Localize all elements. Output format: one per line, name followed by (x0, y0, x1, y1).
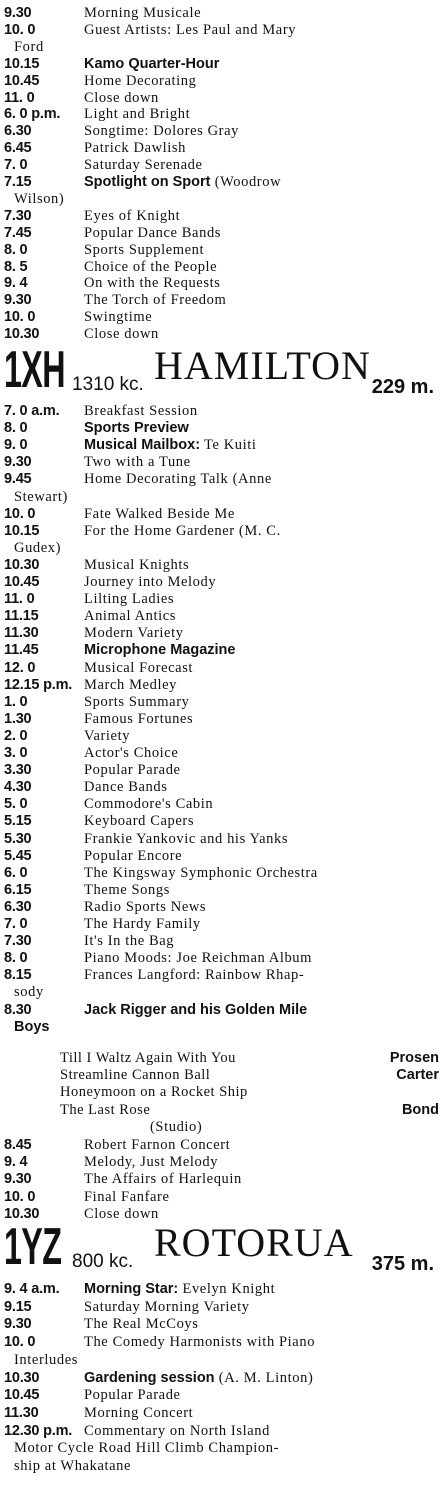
programme-text: Close down (84, 326, 159, 343)
time-label: 10. 0 (4, 1334, 36, 1351)
programme-title (84, 830, 439, 848)
time-label: 9.30 (4, 1171, 32, 1188)
schedule-row (4, 308, 439, 326)
schedule-row (4, 590, 439, 608)
programme-title (84, 761, 439, 779)
time-label: 5.15 (4, 813, 32, 830)
programme-title (84, 1001, 439, 1019)
time-label: 10. 0 (4, 21, 36, 38)
programme-title-bold: Jack Rigger and his Golden Mile (84, 1001, 308, 1018)
schedule-row (4, 761, 439, 779)
time-label: 7.30 (4, 207, 32, 224)
schedule-row (4, 1136, 439, 1154)
programme-title (84, 1170, 439, 1188)
programme-title (84, 1153, 439, 1171)
schedule-row (4, 915, 439, 933)
programme-title-bold: Microphone Magazine (84, 642, 236, 659)
programme-title (84, 1280, 439, 1298)
schedule-row (4, 795, 439, 813)
time-label: 10. 0 (4, 309, 36, 326)
programme-title (84, 966, 439, 984)
song-row (60, 1066, 439, 1084)
schedule-row (4, 949, 439, 967)
schedule-row (4, 156, 439, 174)
programme-title (84, 795, 439, 813)
programme-title (84, 1333, 439, 1351)
schedule-row (4, 881, 439, 899)
programme-text: Breakfast Session (84, 403, 198, 419)
song-title: The Last Rose (60, 1101, 151, 1118)
programme-text: Actor's Choice (84, 745, 179, 761)
schedule-row (4, 105, 439, 123)
programme-text: Variety (84, 727, 131, 744)
schedule-row (4, 1188, 439, 1206)
programme-text: Theme Songs (84, 881, 170, 898)
programme-text: Home Decorating (84, 72, 197, 89)
song-row (60, 1049, 439, 1067)
song-title: Streamline Cannon Ball (60, 1067, 211, 1084)
programme-text: On with the Requests (84, 275, 221, 292)
time-label: 9. 4 a.m. (4, 1281, 60, 1297)
programme-title (84, 72, 439, 90)
programme-title (84, 1315, 439, 1333)
programme-title (84, 812, 439, 830)
programme-title (84, 590, 439, 608)
schedule-row (4, 139, 439, 157)
schedule-row (4, 274, 439, 292)
programme-title (84, 522, 439, 540)
programme-text: Close down (84, 1205, 159, 1222)
time-label: 1. 0 (4, 693, 28, 710)
schedule-row (4, 847, 439, 865)
time-label: 10.30 (4, 1205, 40, 1222)
schedule-row (4, 325, 439, 343)
programme-title (84, 693, 439, 711)
station-callsign: 1XH (4, 341, 65, 399)
time-label: 8.45 (4, 1137, 32, 1153)
schedule-row (4, 72, 439, 90)
schedule-row (4, 453, 439, 471)
programme-title (84, 676, 439, 694)
programme-text: Dance Bands (84, 779, 168, 796)
programme-text: Popular Parade (84, 1387, 181, 1404)
programme-title-bold: Gardening session (84, 1369, 215, 1386)
time-label: 12. 0 (4, 659, 36, 676)
time-label: 9. 0 (4, 437, 28, 454)
programme-text: Home Decorating Talk (Anne (84, 471, 272, 488)
programme-title-bold: Musical Mailbox: (84, 437, 201, 454)
song-composer: Prosen (389, 1050, 439, 1066)
schedule-row (4, 1315, 439, 1333)
station-city: ROTORUA (154, 1220, 354, 1265)
programme-title (84, 847, 439, 865)
programme-text: Guest Artists: Les Paul and Mary (84, 21, 297, 38)
time-label: 8.15 (4, 967, 32, 984)
programme-title (84, 453, 439, 471)
programme-title (84, 659, 439, 677)
programme-title (84, 156, 439, 174)
time-label: 9.30 (4, 292, 32, 309)
programme-text: The Real McCoys (84, 1316, 199, 1333)
programme-title (84, 173, 439, 191)
time-label: 5. 0 (4, 796, 28, 813)
programme-text: Keyboard Capers (84, 813, 195, 830)
time-label: 1.30 (4, 710, 32, 727)
programme-title (84, 1386, 439, 1404)
time-label: 8. 5 (4, 258, 28, 275)
schedule-row (4, 676, 439, 694)
time-label: 9.30 (4, 5, 32, 21)
song-row (60, 1101, 439, 1119)
programme-continuation: sody (14, 984, 44, 1001)
programme-text: Musical Knights (84, 556, 190, 573)
programme-title (84, 291, 439, 309)
schedule-row (4, 1404, 439, 1422)
schedule-row (4, 1153, 439, 1171)
programme-title (84, 105, 439, 123)
time-label: 5.30 (4, 830, 32, 847)
programme-text: Commodore's Cabin (84, 796, 214, 813)
programme-text: Robert Farnon Concert (84, 1137, 231, 1153)
programme-title (84, 556, 439, 574)
programme-text: Lilting Ladies (84, 591, 175, 608)
programme-title (84, 505, 439, 523)
studio-note: (Studio) (150, 1119, 203, 1135)
programme-continuation: Gudex) (14, 539, 62, 556)
programme-title (84, 436, 439, 454)
song-composer: Bond (401, 1101, 439, 1118)
programme-text: Swingtime (84, 309, 153, 326)
time-label: 10.15 (4, 522, 40, 539)
programme-title (84, 419, 439, 437)
time-label: 6.30 (4, 123, 32, 140)
programme-title (84, 1404, 439, 1422)
programme-title (84, 727, 439, 745)
time-label: 4.30 (4, 779, 32, 796)
schedule-row (4, 727, 439, 745)
schedule-row (4, 505, 439, 523)
programme-text: Final Fanfare (84, 1188, 170, 1205)
schedule-row (4, 778, 439, 796)
station-wavelength: 375 m. (371, 1253, 434, 1275)
programme-text: Musical Forecast (84, 659, 194, 676)
schedule-row (4, 258, 439, 276)
programme-title (84, 898, 439, 916)
programme-title (84, 258, 439, 276)
programme-title (84, 308, 439, 326)
programme-text: Journey into Melody (84, 574, 217, 590)
schedule-row (4, 21, 439, 39)
time-label: 3. 0 (4, 745, 28, 761)
programme-title-bold: Spotlight on Sport (84, 174, 211, 190)
station-wavelength: 229 m. (371, 376, 434, 398)
station-callsign: 1YZ (4, 1218, 62, 1276)
schedule-row (4, 55, 439, 73)
time-label: 8. 0 (4, 950, 28, 967)
time-label: 6.15 (4, 881, 32, 898)
time-label: 3.30 (4, 762, 32, 779)
programme-text: Two with a Tune (84, 454, 191, 471)
programme-title (84, 710, 439, 728)
programme-text: Radio Sports News (84, 898, 207, 915)
schedule-row (4, 1280, 439, 1298)
time-label: 2. 0 (4, 727, 28, 744)
time-label: 5.45 (4, 847, 32, 864)
schedule-row (4, 291, 439, 309)
programme-text: Sports Summary (84, 693, 190, 710)
time-label: 11.15 (4, 608, 39, 625)
time-label: 12.15 p.m. (4, 676, 73, 693)
programme-title (84, 4, 439, 22)
programme-title (84, 932, 439, 950)
programme-continuation: Interludes (14, 1351, 78, 1368)
time-label: 10.45 (4, 574, 40, 590)
schedule-row (4, 89, 439, 107)
schedule-row (4, 744, 439, 762)
programme-text: Morning Concert (84, 1404, 194, 1421)
programme-text: Animal Antics (84, 608, 176, 625)
station-header-hamilton (4, 341, 440, 399)
time-label: 6.30 (4, 898, 32, 915)
time-label: 7. 0 (4, 157, 28, 174)
programme-title (84, 744, 439, 762)
programme-text: Light and Bright (84, 106, 191, 123)
schedule-row (4, 966, 439, 984)
programme-text: The Kingsway Symphonic Orchestra (84, 864, 318, 881)
time-label: 7. 0 a.m. (4, 403, 60, 419)
programme-continuation: Wilson) (14, 190, 65, 207)
song-composer: Carter (396, 1067, 439, 1084)
programme-title-bold: Morning Star: (84, 1281, 179, 1297)
station-header-rotorua (4, 1218, 440, 1276)
schedule-row (4, 641, 439, 659)
schedule-row (4, 1369, 439, 1387)
programme-continuation: Boys (14, 1018, 50, 1035)
schedule-row (4, 122, 439, 140)
schedule-row (4, 1170, 439, 1188)
programme-text: Patrick Dawlish (84, 140, 187, 157)
time-label: 9.45 (4, 471, 32, 488)
programme-text: Morning Musicale (84, 5, 202, 21)
programme-title (84, 122, 439, 140)
programme-title (84, 89, 439, 107)
time-label: 10. 0 (4, 1188, 36, 1205)
programme-title (84, 778, 439, 796)
programme-title (84, 1188, 439, 1206)
schedule-row (4, 419, 439, 437)
programme-continuation: Ford (14, 38, 44, 55)
schedule-row (4, 710, 439, 728)
programme-text: Popular Dance Bands (84, 224, 222, 241)
programme-title (84, 1298, 439, 1316)
schedule-row (4, 693, 439, 711)
programme-title (84, 607, 439, 625)
time-label: 10.45 (4, 72, 40, 89)
programme-title (84, 139, 439, 157)
programme-title (84, 402, 439, 420)
time-label: 10.15 (4, 55, 40, 72)
programme-title (84, 241, 439, 259)
schedule-row (4, 659, 439, 677)
schedule-row (4, 573, 439, 591)
programme-text: Frances Langford: Rainbow Rhap- (84, 967, 305, 984)
programme-text: Popular Encore (84, 847, 183, 864)
time-label: 10.45 (4, 1387, 40, 1404)
programme-text: March Medley (84, 676, 177, 693)
programme-title (84, 1136, 439, 1154)
programme-title (84, 1369, 439, 1387)
station-frequency: 1310 kc. (72, 374, 144, 395)
time-label: 10. 0 (4, 505, 36, 522)
schedule-row (4, 864, 439, 882)
programme-title (84, 470, 439, 488)
time-label: 9. 4 (4, 275, 28, 292)
programme-text: Famous Fortunes (84, 710, 194, 727)
programme-title (84, 1422, 439, 1440)
schedule-row (4, 470, 439, 488)
programme-text: Modern Variety (84, 625, 184, 642)
schedule-row (4, 607, 439, 625)
programme-text: Fate Walked Beside Me (84, 505, 235, 522)
programme-title (84, 949, 439, 967)
programme-title (84, 224, 439, 242)
schedule-row (4, 932, 439, 950)
programme-title-bold: Kamo Quarter-Hour (84, 55, 220, 72)
time-label: 9.15 (4, 1298, 32, 1315)
schedule-row (4, 830, 439, 848)
schedule-row (4, 1298, 439, 1316)
time-label: 6. 0 p.m. (4, 106, 61, 123)
programme-title (84, 21, 439, 39)
time-label: 8. 0 (4, 420, 28, 437)
programme-text: The Affairs of Harlequin (84, 1171, 242, 1188)
programme-title (84, 274, 439, 292)
time-label: 11.30 (4, 625, 39, 642)
programme-title (84, 641, 439, 659)
schedule-row (4, 812, 439, 830)
time-label: 10.30 (4, 1369, 40, 1386)
programme-text: Evelyn Knight (182, 1281, 276, 1297)
programme-title (84, 881, 439, 899)
time-label: 6. 0 (4, 864, 28, 881)
schedule-row (4, 898, 439, 916)
programme-text: Close down (84, 89, 159, 106)
programme-title (84, 207, 439, 225)
programme-text: For the Home Gardener (M. C. (84, 522, 281, 539)
time-label: 8. 0 (4, 241, 28, 258)
time-label: 9. 4 (4, 1154, 28, 1171)
programme-text: (A. M. Linton) (218, 1369, 314, 1386)
time-label: 11.45 (4, 642, 39, 659)
programme-title (84, 573, 439, 591)
schedule-row (4, 1001, 439, 1019)
schedule-row (4, 556, 439, 574)
time-label: 7.30 (4, 933, 32, 950)
programme-text: Saturday Serenade (84, 157, 203, 174)
schedule-row (4, 436, 439, 454)
schedule-row (4, 1386, 439, 1404)
schedule-row (4, 1333, 439, 1351)
schedule-row (4, 224, 439, 242)
programme-title (84, 915, 439, 933)
programme-text: Sports Supplement (84, 241, 205, 258)
time-label: 11. 0 (4, 591, 35, 608)
programme-text: Eyes of Knight (84, 207, 181, 224)
time-label: 7.45 (4, 224, 32, 241)
programme-text: Piano Moods: Joe Reichman Album (84, 950, 313, 967)
programme-text: The Torch of Freedom (84, 292, 227, 309)
programme-title (84, 55, 439, 73)
programme-text: Commentary on North Island (84, 1422, 270, 1439)
programme-continuation: Motor Cycle Road Hill Climb Champion- (14, 1440, 280, 1457)
time-label: 10.30 (4, 326, 40, 343)
programme-text: The Comedy Harmonists with Piano (84, 1334, 316, 1351)
time-label: 6.45 (4, 140, 32, 157)
programme-text: It's In the Bag (84, 933, 175, 950)
programme-text: Frankie Yankovic and his Yanks (84, 830, 289, 847)
station-city: HAMILTON (154, 343, 371, 388)
time-label: 8.30 (4, 1001, 32, 1018)
time-label: 7.15 (4, 174, 32, 190)
song-title: Honeymoon on a Rocket Ship (60, 1084, 248, 1101)
station-frequency: 800 kc. (72, 1251, 134, 1272)
time-label: 9.30 (4, 1316, 32, 1333)
programme-text: Choice of the People (84, 258, 218, 275)
schedule-row (4, 4, 439, 22)
programme-title-bold: Sports Preview (84, 420, 189, 437)
time-label: 7. 0 (4, 916, 28, 932)
programme-continuation: Stewart) (14, 488, 68, 505)
programme-text: (Woodrow (214, 174, 282, 190)
schedule-row (4, 1422, 439, 1440)
schedule-row (4, 522, 439, 540)
time-label: 12.30 p.m. (4, 1422, 73, 1439)
schedule-row (4, 402, 439, 420)
programme-text: Popular Parade (84, 762, 181, 779)
time-label: 11.30 (4, 1404, 39, 1421)
programme-title (84, 624, 439, 642)
time-label: 9.30 (4, 454, 32, 471)
programme-text: Saturday Morning Variety (84, 1298, 250, 1315)
song-row (60, 1083, 439, 1101)
programme-continuation: ship at Whakatane (14, 1458, 132, 1474)
programme-text: Songtime: Dolores Gray (84, 123, 239, 140)
programme-title (84, 325, 439, 343)
time-label: 10.30 (4, 556, 40, 573)
schedule-row (4, 241, 439, 259)
schedule-row (4, 624, 439, 642)
song-title: Till I Waltz Again With You (60, 1050, 236, 1066)
programme-text: Melody, Just Melody (84, 1154, 219, 1171)
programme-text: Te Kuiti (204, 437, 257, 454)
time-label: 11. 0 (4, 89, 35, 106)
schedule-row (4, 173, 439, 191)
schedule-row (4, 207, 439, 225)
programme-text: The Hardy Family (84, 916, 201, 932)
programme-title (84, 864, 439, 882)
